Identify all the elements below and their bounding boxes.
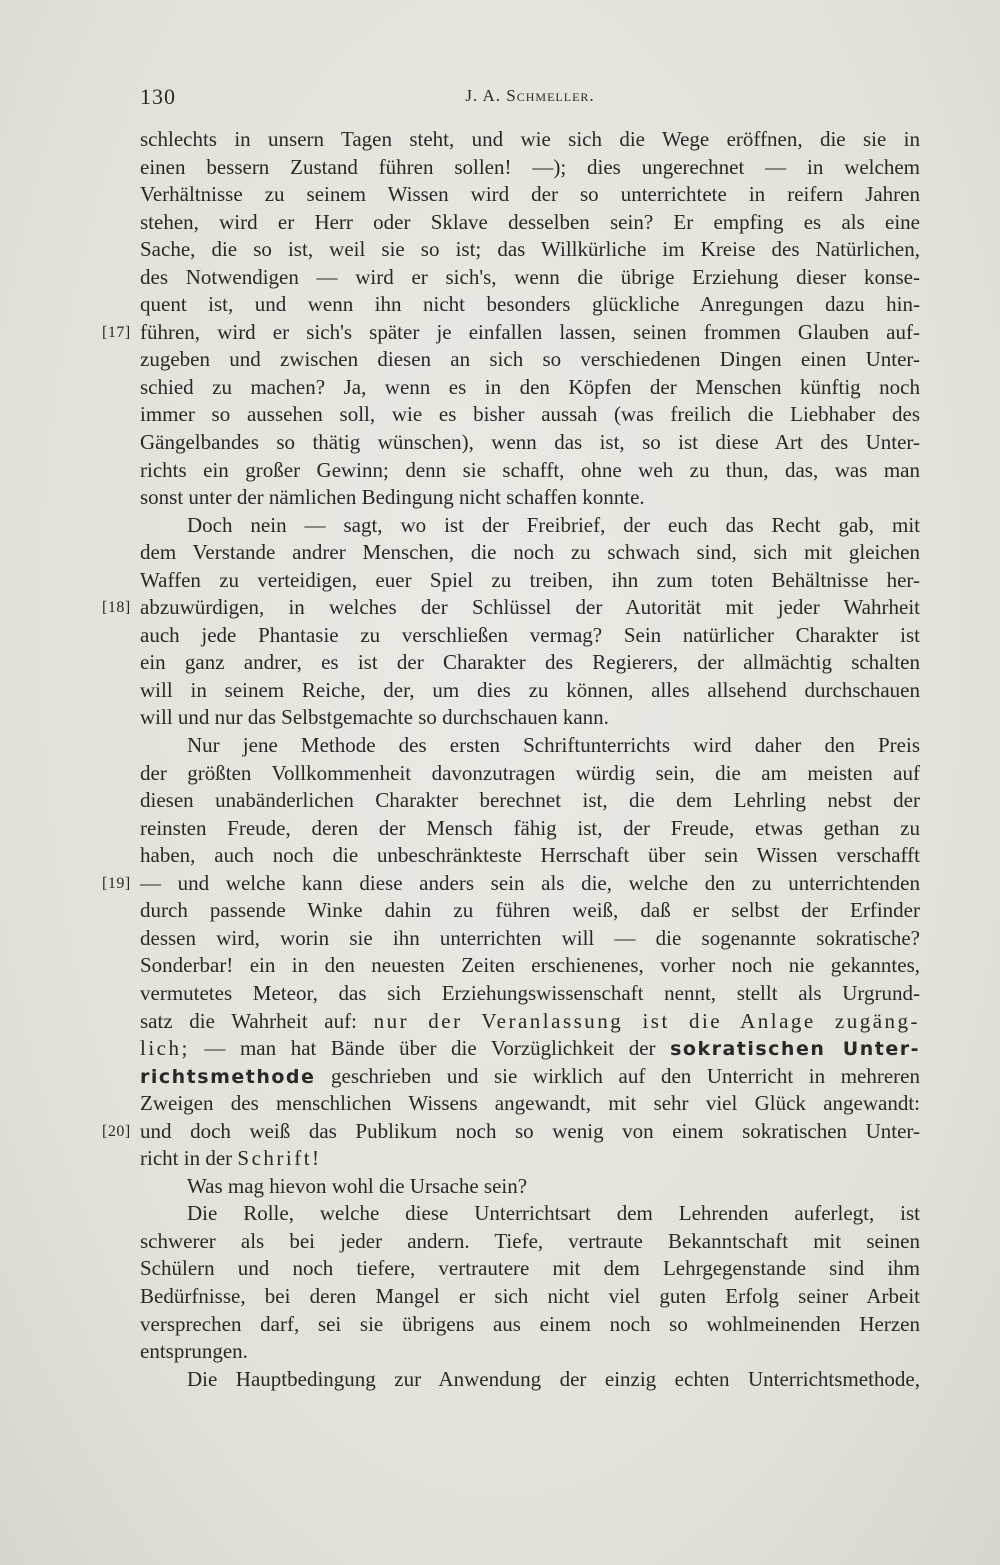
text-block-a xyxy=(102,126,920,1008)
text-line xyxy=(140,401,920,429)
text-line xyxy=(140,1255,920,1283)
line-text: schwerer als bei jeder andern. Tiefe, vertraute Bekanntschaft mit seinen xyxy=(140,1228,920,1253)
line-text: — und welche kann diese anders sein als die, welche den zu unterrichtenden xyxy=(140,870,920,895)
line-text: auch jede Phantasie zu verschließen vermag? Sein natürlicher Charakter ist xyxy=(140,622,920,647)
page-number: 130 xyxy=(140,84,176,109)
text-line xyxy=(140,1035,920,1063)
line-text: ein ganz andrer, es ist der Charakter des Regierers, der allmächtig schalten xyxy=(140,650,920,675)
text-line xyxy=(140,209,920,237)
line-text: Zweigen des menschlichen Wissens angewandt, mit sehr viel Glück angewandt: xyxy=(140,1091,920,1116)
line-text: diesen unabänderlichen Charakter berechnet ist, die dem Lehrling nebst der xyxy=(140,788,920,813)
line-text: Verhältnisse zu seinem Wissen wird der so unterrichtete in reifern Jahren xyxy=(140,182,920,207)
line-text: Doch nein — sagt, wo ist der Freibrief, der euch das Recht gab, mit xyxy=(187,512,920,537)
text-line xyxy=(140,980,920,1008)
line-text: des Notwendigen — wird er sich's, wenn die übrige Erziehung dieser konse- xyxy=(140,264,920,289)
text-line xyxy=(140,677,920,705)
text-line xyxy=(140,457,920,485)
line-text: will und nur das Selbstgemachte so durchschauen kann. xyxy=(140,705,609,730)
line-text: durch passende Winke dahin zu führen weiß, daß er selbst der Erfinder xyxy=(140,898,920,923)
line-text: entsprungen. xyxy=(140,1339,248,1364)
text-line xyxy=(140,1338,920,1366)
line-text: Sonderbar! ein in den neuesten Zeiten erschienenes, vorher noch nie gekanntes, xyxy=(140,953,920,978)
line-text: schied zu machen? Ja, wenn es in den Köpfen der Menschen künftig noch xyxy=(140,374,920,399)
line-text: sonst unter der nämlichen Bedingung nicht schaffen konnte. xyxy=(140,485,645,510)
text-line xyxy=(140,264,920,292)
bold-emphasis: richtsmethode xyxy=(140,1065,316,1088)
line-text: Schülern und noch tiefere, vertrautere mit dem Lehrgegenstande sind ihm xyxy=(140,1256,920,1281)
text-line xyxy=(140,1283,920,1311)
line-text: dem Verstande andrer Menschen, die noch zu schwach sind, sich mit gleichen xyxy=(140,540,920,565)
text-line xyxy=(140,539,920,567)
text-line xyxy=(140,897,920,925)
line-segment: — man hat Bände über die Vorzüglichkeit der xyxy=(189,1036,671,1061)
text-line xyxy=(140,512,920,540)
margin-line-number: [20] xyxy=(102,1122,131,1140)
line-text xyxy=(140,1008,920,1036)
line-text: immer so aussehen soll, wie es bisher aussah (was freilich die Liebhaber des xyxy=(140,402,920,427)
line-text: Sache, die so ist, weil sie so ist; das Willkürliche im Kreise des Natürlichen, xyxy=(140,237,920,262)
line-text: versprechen darf, sei sie übrigens aus einem noch so wohlmeinenden Herzen xyxy=(140,1311,920,1336)
line-text: Waffen zu verteidigen, euer Spiel zu treiben, ihn zum toten Behältnisse her- xyxy=(140,567,920,592)
text-line xyxy=(140,374,920,402)
text-line xyxy=(140,126,920,154)
text-line xyxy=(140,1311,920,1339)
text-line xyxy=(140,1090,920,1118)
line-text: Die Hauptbedingung zur Anwendung der einzig echten Unterrichtsmethode, xyxy=(187,1366,920,1391)
line-text: Was mag hievon wohl die Ursache sein? xyxy=(187,1173,528,1198)
text-line xyxy=(140,1228,920,1256)
text-line xyxy=(140,704,920,732)
text-line xyxy=(140,291,920,319)
line-text: richts ein großer Gewinn; denn sie schafft, ohne weh zu thun, das, was man xyxy=(140,457,920,482)
line-text: und doch weiß das Publikum noch so wenig von einem sokratischen Unter- xyxy=(140,1118,920,1143)
line-text: dessen wird, worin sie ihn unterrichten will — die sogenannte sokratische? xyxy=(140,925,920,950)
text-line xyxy=(140,622,920,650)
text-line xyxy=(140,1173,920,1201)
text-line xyxy=(140,1063,920,1091)
line-text: führen, wird er sich's später je einfallen lassen, seinen frommen Glauben auf- xyxy=(140,319,920,344)
text-line xyxy=(140,815,920,843)
spaced-emphasis: lich; xyxy=(140,1036,190,1061)
line-text: abzuwürdigen, in welches der Schlüssel der Autorität mit jeder Wahrheit xyxy=(140,595,920,620)
line-text: haben, auch noch die unbeschränkteste Herrschaft über sein Wissen verschafft xyxy=(140,843,920,868)
line-text: einen bessern Zustand führen sollen! —); dies ungerechnet — in welchem xyxy=(140,154,920,179)
text-line xyxy=(140,1008,920,1036)
body-text xyxy=(102,126,921,1393)
text-line xyxy=(140,925,920,953)
text-line xyxy=(140,649,920,677)
line-text: stehen, wird er Herr oder Sklave desselben sein? Er empfing es als eine xyxy=(140,209,920,234)
line-text xyxy=(140,1063,920,1092)
text-line xyxy=(140,154,920,182)
running-head: J. A. Schmeller. xyxy=(465,86,595,105)
line-text: Die Rolle, welche diese Unterrichtsart dem Lehrenden auferlegt, ist xyxy=(187,1201,920,1226)
margin-line-number: [18] xyxy=(102,599,131,617)
line-text: reinsten Freude, deren der Mensch fähig ist, der Freude, etwas gethan zu xyxy=(140,815,920,840)
spaced-emphasis: nur der Veranlassung ist die Anlage zugäng- xyxy=(373,1008,921,1033)
text-line xyxy=(140,1366,920,1394)
line-segment: geschrieben und sie wirklich auf den Unterricht in mehreren xyxy=(315,1063,920,1088)
line-text: Nur jene Methode des ersten Schriftunterrichts wird daher den Preis xyxy=(187,733,920,758)
bold-emphasis: sokratischen Unter- xyxy=(670,1038,920,1061)
text-line xyxy=(102,319,920,347)
text-line xyxy=(102,870,920,898)
page-header xyxy=(140,84,920,114)
line-segment: satz die Wahrheit auf: xyxy=(140,1008,374,1033)
text-block-b xyxy=(102,1090,920,1145)
text-line xyxy=(140,787,920,815)
line-text: vermutetes Meteor, das sich Erziehungswissenschaft nennt, stellt als Urgrund- xyxy=(140,980,920,1005)
line-text: zugeben und zwischen diesen an sich so verschiedenen Dingen einen Unter- xyxy=(140,347,920,372)
line-text: Bedürfnisse, bei deren Mangel er sich nicht viel guten Erfolg seiner Arbeit xyxy=(140,1283,920,1308)
text-line xyxy=(140,236,920,264)
line-text xyxy=(140,1035,920,1064)
text-line xyxy=(140,1145,920,1173)
line-segment: richt in der xyxy=(140,1146,238,1171)
text-line xyxy=(140,484,920,512)
text-line xyxy=(140,732,920,760)
text-block-c xyxy=(140,1173,920,1393)
line-text: Gängelbandes so thätig wünschen), wenn das ist, so ist diese Art des Unter- xyxy=(140,430,920,455)
margin-line-number: [17] xyxy=(102,323,131,341)
spaced-emphasis: Schrift! xyxy=(237,1146,322,1171)
line-text: der größten Vollkommenheit davonzutragen würdig sein, die am meisten auf xyxy=(140,760,920,785)
text-line xyxy=(140,429,920,457)
line-text: schlechts in unsern Tagen steht, und wie sich die Wege eröffnen, die sie in xyxy=(140,127,920,151)
text-line xyxy=(102,594,920,622)
text-line xyxy=(140,1200,920,1228)
text-line xyxy=(140,181,920,209)
text-line xyxy=(140,952,920,980)
text-line xyxy=(140,567,920,595)
line-text: quent ist, und wenn ihn nicht besonders glückliche Anregungen dazu hin- xyxy=(140,292,920,317)
line-text xyxy=(140,1145,920,1173)
text-line xyxy=(140,346,920,374)
text-line xyxy=(102,1118,920,1146)
line-text: will in seinem Reiche, der, um dies zu können, alles allsehend durchschauen xyxy=(140,677,920,702)
text-line xyxy=(140,760,920,788)
margin-line-number: [19] xyxy=(102,874,131,892)
text-line xyxy=(140,842,920,870)
